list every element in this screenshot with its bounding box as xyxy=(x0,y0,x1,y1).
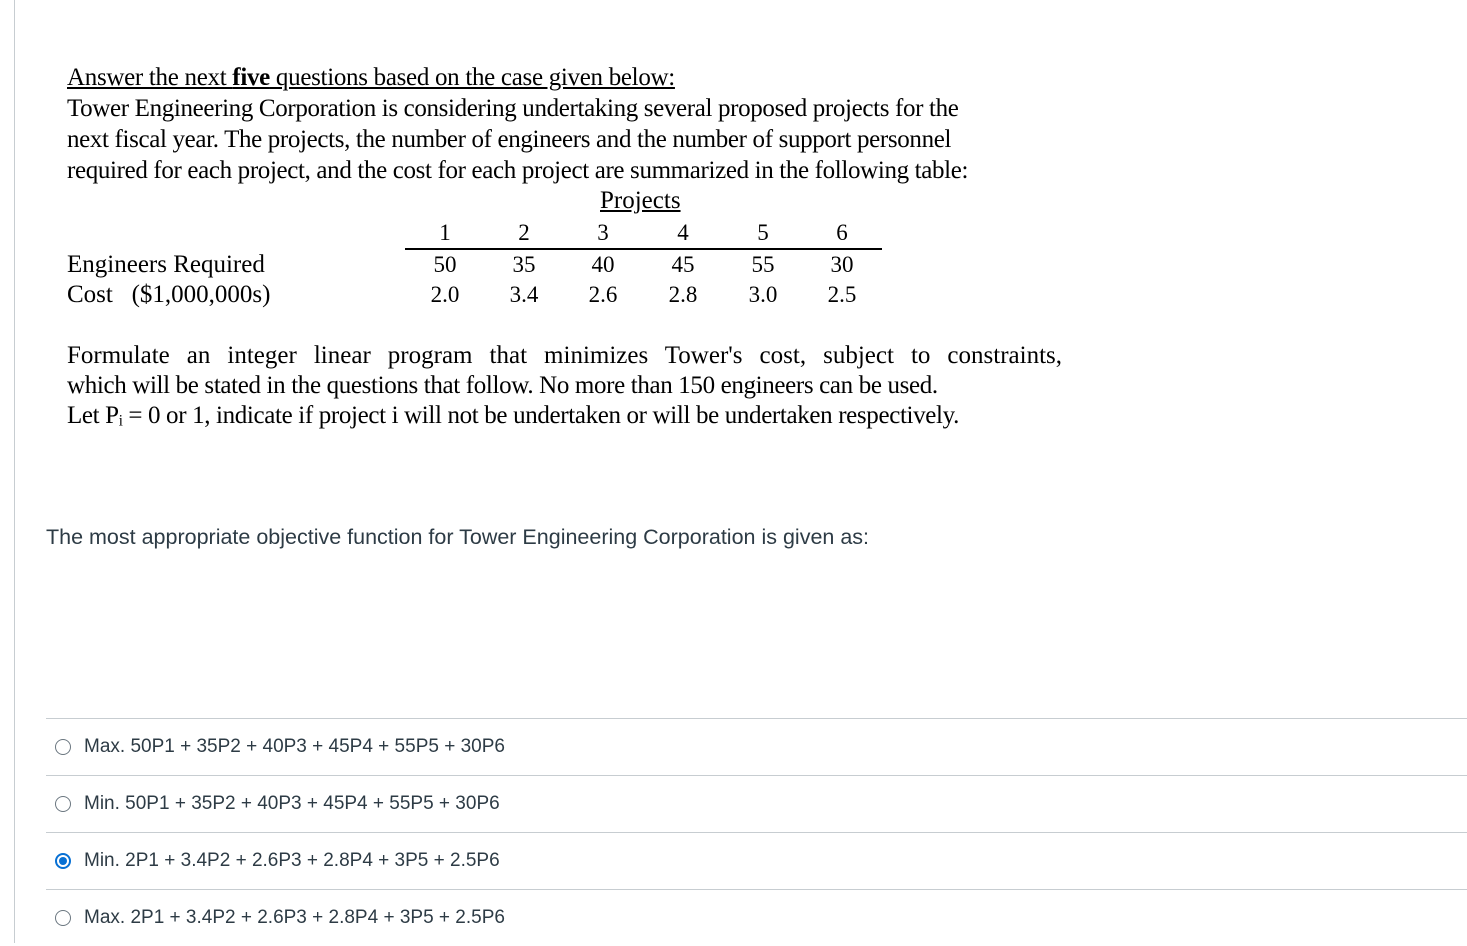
table-cell: 3.0 xyxy=(748,282,778,307)
table-cell: 2.8 xyxy=(668,282,698,307)
formulation-instructions xyxy=(67,341,1062,431)
table-cell: 2.6 xyxy=(588,282,618,307)
answer-label: Max. 2P1 + 3.4P2 + 2.6P3 + 2.8P4 + 3P5 + 2.5P6 xyxy=(84,907,505,928)
answer-label: Max. 50P1 + 35P2 + 40P3 + 45P4 + 55P5 + 30P6 xyxy=(84,736,505,757)
table-cell: 35 xyxy=(512,252,536,277)
radio-button[interactable] xyxy=(55,910,71,926)
radio-button[interactable] xyxy=(55,853,71,869)
table-cell: 3.4 xyxy=(509,282,539,307)
formulation-line: Formulate an integer linear program that minimizes Tower's cost, subject to constraints, xyxy=(67,342,1062,369)
answer-label: Min. 50P1 + 35P2 + 40P3 + 45P4 + 55P5 + 30P6 xyxy=(84,793,500,814)
project-number: 4 xyxy=(677,220,689,245)
formulation-line: which will be stated in the questions that follow. No more than 150 engineers can be used. xyxy=(67,372,938,399)
table-cell: 45 xyxy=(671,252,695,277)
project-number: 2 xyxy=(518,220,530,245)
table-row-cost xyxy=(405,280,882,310)
table-cell: 2.0 xyxy=(430,282,460,307)
table-row-engineers xyxy=(405,250,882,280)
table-cell: 30 xyxy=(830,252,854,277)
table-title: Projects xyxy=(600,187,681,214)
formulation-line: Let Pᵢ = 0 or 1, indicate if project i will not be undertaken or will be undertaken respectively. xyxy=(67,402,960,429)
row-label-engineers: Engineers Required xyxy=(67,251,265,278)
case-line: Tower Engineering Corporation is considering undertaking several proposed projects for the xyxy=(67,95,959,122)
case-description xyxy=(67,62,1067,186)
table-cell: 50 xyxy=(433,252,457,277)
answer-label: Min. 2P1 + 3.4P2 + 2.6P3 + 2.8P4 + 3P5 + 2.5P6 xyxy=(84,850,500,871)
answer-option[interactable] xyxy=(46,889,1467,946)
answer-option[interactable] xyxy=(46,718,1467,775)
content-left-border xyxy=(14,0,15,943)
answer-list xyxy=(46,718,1467,946)
table-cell: 55 xyxy=(751,252,775,277)
case-line: next fiscal year. The projects, the number of engineers and the number of support personnel xyxy=(67,126,952,153)
radio-button[interactable] xyxy=(55,796,71,812)
case-line: required for each project, and the cost for each project are summarized in the following table: xyxy=(67,157,969,184)
answer-option[interactable] xyxy=(46,832,1467,889)
table-cell: 40 xyxy=(591,252,615,277)
project-number: 1 xyxy=(439,220,451,245)
table-header-row xyxy=(405,218,882,250)
case-heading-bold: five xyxy=(232,64,270,91)
table-cell: 2.5 xyxy=(827,282,857,307)
radio-button[interactable] xyxy=(55,739,71,755)
case-heading: Answer the next five questions based on the case given below: xyxy=(67,64,675,91)
question-text: The most appropriate objective function for Tower Engineering Corporation is given as: xyxy=(46,525,870,549)
answer-option[interactable] xyxy=(46,775,1467,832)
project-number: 5 xyxy=(757,220,769,245)
row-label-cost: Cost ($1,000,000s) xyxy=(67,281,271,308)
project-number: 3 xyxy=(597,220,609,245)
project-number: 6 xyxy=(836,220,848,245)
